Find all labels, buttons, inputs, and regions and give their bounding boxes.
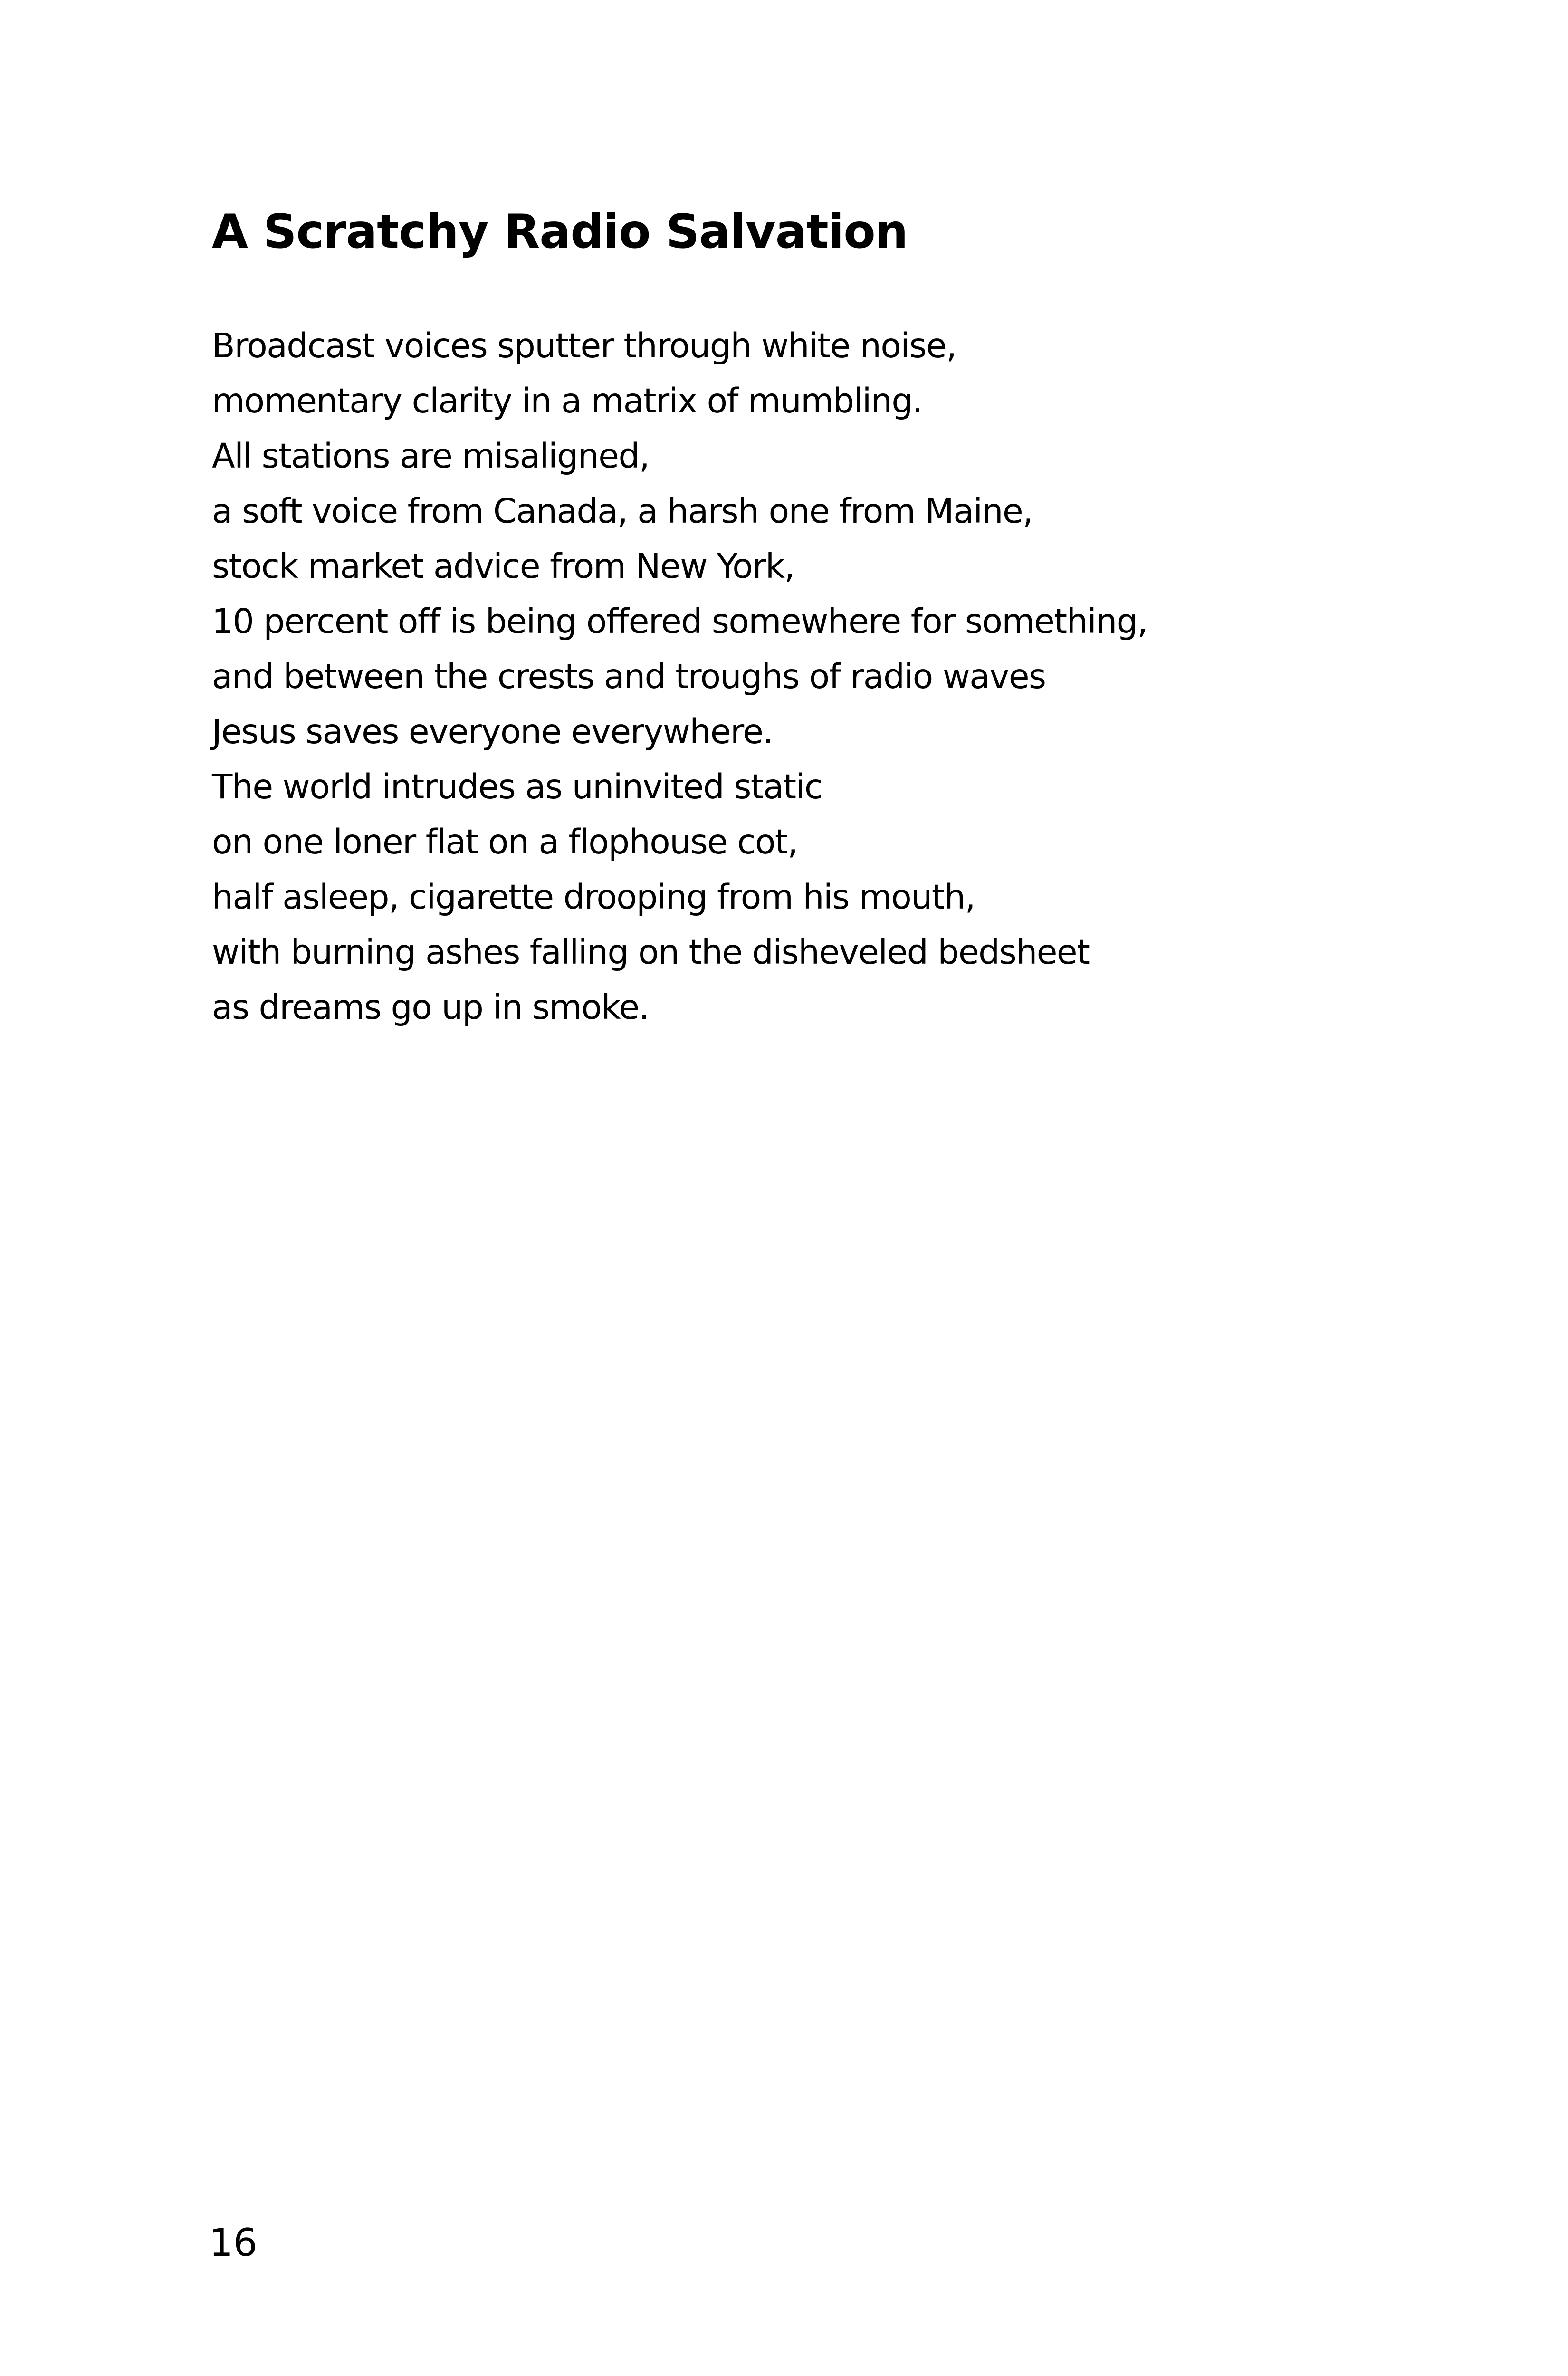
poem-body	[212, 318, 1147, 1035]
page-number: 16	[209, 2221, 258, 2265]
poem-line: half asleep, cigarette drooping from his mouth,	[212, 877, 975, 917]
poem-line: a soft voice from Canada, a harsh one from Maine,	[212, 491, 1033, 531]
poem-title: A Scratchy Radio Salvation	[212, 205, 908, 259]
poem-line: The world intrudes as uninvited static	[212, 767, 822, 806]
poem-line: on one loner flat on a flophouse cot,	[212, 822, 798, 862]
poem-line: Broadcast voices sputter through white noise,	[212, 326, 956, 365]
poem-line: stock market advice from New York,	[212, 546, 794, 586]
poem-line: and between the crests and troughs of radio waves	[212, 657, 1046, 696]
poem-line: All stations are misaligned,	[212, 436, 650, 476]
poem-line: as dreams go up in smoke.	[212, 987, 649, 1027]
poem-line: with burning ashes falling on the disheveled bedsheet	[212, 932, 1090, 972]
poem-line: momentary clarity in a matrix of mumbling.	[212, 381, 923, 421]
poem-line: Jesus saves everyone everywhere.	[212, 712, 773, 751]
poem-line: 10 percent off is being offered somewhere for something,	[212, 602, 1147, 641]
